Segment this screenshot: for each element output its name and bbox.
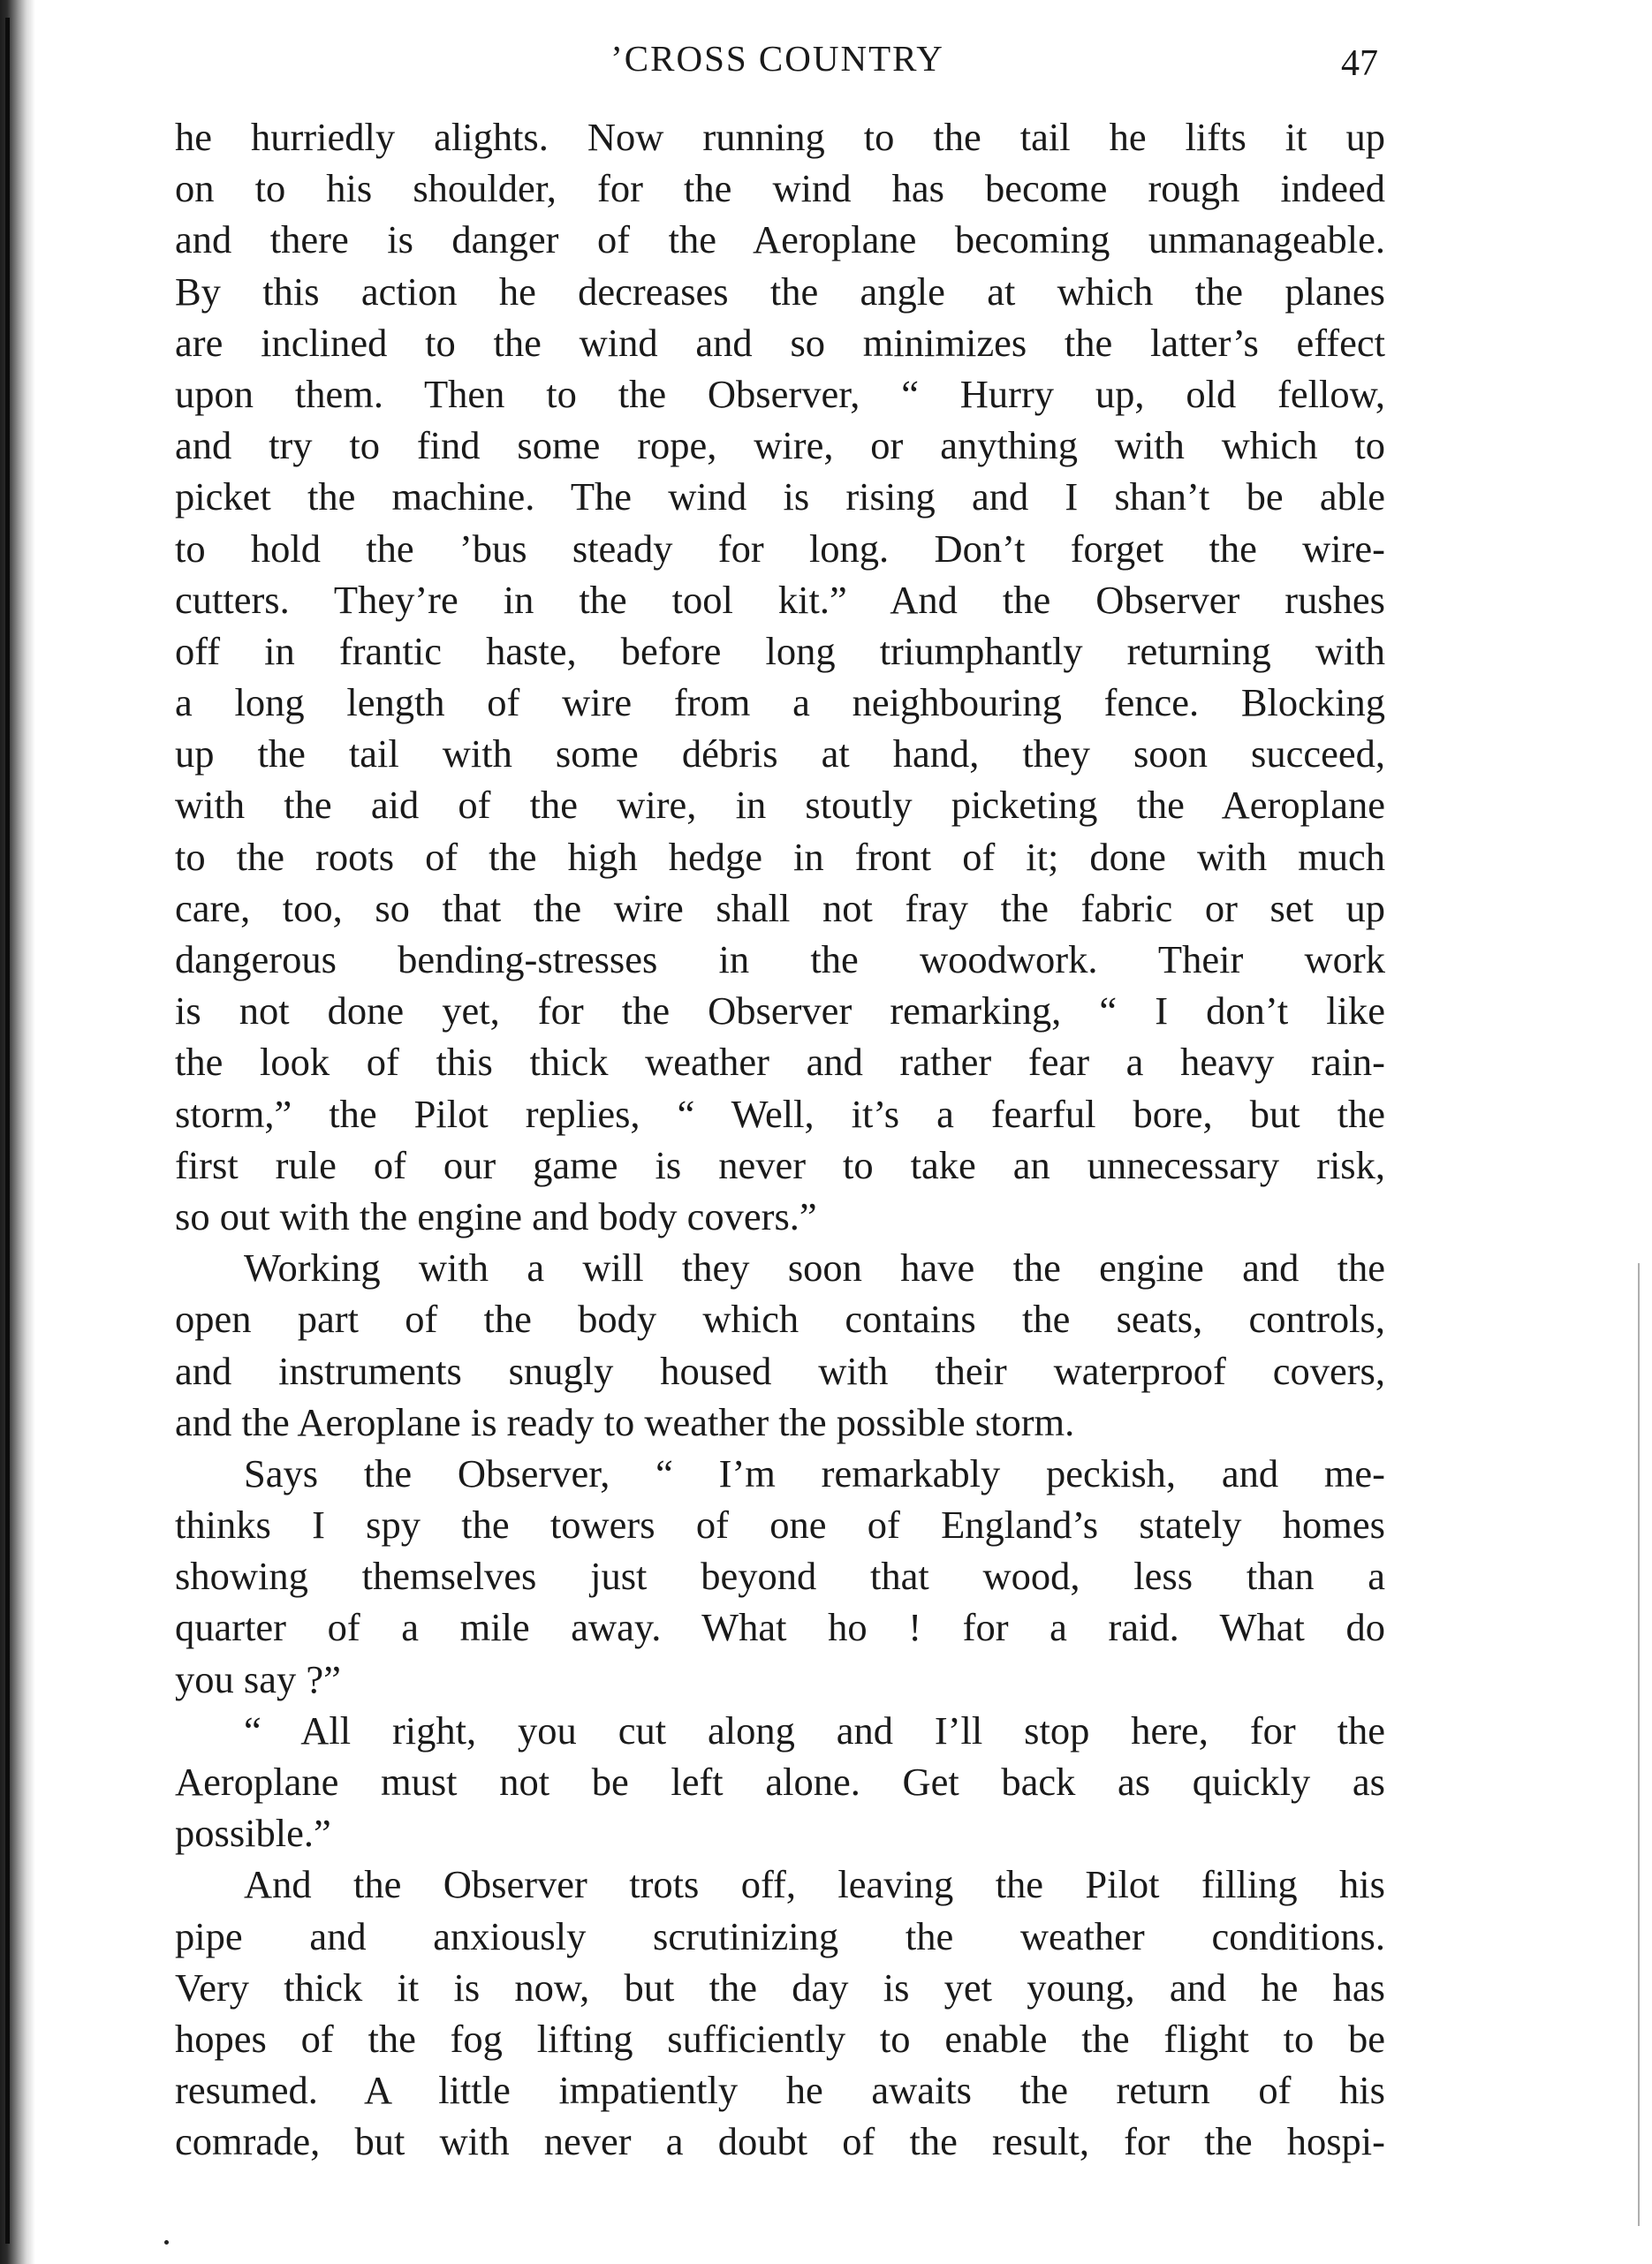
text-line: picket the machine. The wind is rising and I shan’t be able: [175, 474, 1385, 519]
scan-binding-edge: [5, 18, 10, 2244]
text-line: and instruments snugly housed with their waterproof covers,: [175, 1348, 1385, 1393]
text-line: and try to find some rope, wire, or anything with which to: [175, 423, 1385, 468]
text-line: pipe and anxiously scrutinizing the weather conditions.: [175, 1913, 1385, 1958]
text-line: to the roots of the high hedge in front of it; done with much: [175, 834, 1385, 879]
running-head: ’CROSS COUNTRY: [610, 38, 944, 79]
text-line: you say ?”: [175, 1656, 341, 1701]
body-text: [175, 111, 1385, 2168]
text-line: quarter of a mile away. What ho ! for a raid. What do: [175, 1605, 1385, 1650]
text-line: care, too, so that the wire shall not fray the fabric or set up: [175, 885, 1385, 930]
text-line: possible.”: [175, 1811, 331, 1856]
text-line: comrade, but with never a doubt of the result, for the hospi-: [175, 2119, 1385, 2164]
text-line: up the tail with some débris at hand, they soon succeed,: [175, 731, 1385, 776]
text-line: thinks I spy the towers of one of England’s stately homes: [175, 1503, 1385, 1548]
text-line: upon them. Then to the Observer, “ Hurry up, old fellow,: [175, 371, 1385, 416]
text-line: a long length of wire from a neighbouring fence. Blocking: [175, 680, 1385, 725]
text-line: “ All right, you cut along and I’ll stop here, for the: [244, 1707, 1385, 1753]
text-line: cutters. They’re in the tool kit.” And the Observer rushes: [175, 577, 1385, 622]
text-line: Working with a will they soon have the engine and the: [244, 1246, 1385, 1291]
text-line: and there is danger of the Aeroplane becoming unmanageable.: [175, 217, 1385, 262]
text-line: Very thick it is now, but the day is yet young, and he has: [175, 1965, 1385, 2010]
text-line: first rule of our game is never to take an unnecessary risk,: [175, 1142, 1385, 1187]
text-line: resumed. A little impatiently he awaits the return of his: [175, 2068, 1385, 2113]
text-line: and the Aeroplane is ready to weather the possible storm.: [175, 1399, 1075, 1444]
text-line: the look of this thick weather and rather fear a heavy rain-: [175, 1040, 1385, 1085]
text-line: Aeroplane must not be left alone. Get back as quickly as: [175, 1760, 1385, 1804]
text-line: so out with the engine and body covers.”: [175, 1193, 817, 1238]
text-line: on to his shoulder, for the wind has become rough indeed: [175, 166, 1385, 211]
text-line: And the Observer trots off, leaving the Pilot filling his: [244, 1862, 1385, 1907]
text-line: off in frantic haste, before long triumphantly returning with: [175, 628, 1385, 673]
text-line: he hurriedly alights. Now running to the tail he lifts it up: [175, 115, 1385, 159]
text-line: to hold the ’bus steady for long. Don’t forget the wire-: [175, 526, 1385, 571]
text-line: showing themselves just beyond that wood, less than a: [175, 1554, 1385, 1599]
scan-speck: [164, 2240, 169, 2245]
page-header: [177, 37, 1378, 90]
text-line: with the aid of the wire, in stoutly picketing the Aeroplane: [175, 783, 1385, 828]
scan-right-edge-mark: [1638, 1263, 1640, 2226]
text-line: By this action he decreases the angle at which the planes: [175, 269, 1385, 314]
text-line: Says the Observer, “ I’m remarkably peckish, and me-: [244, 1450, 1385, 1495]
text-line: storm,” the Pilot replies, “ Well, it’s a fearful bore, but the: [175, 1091, 1385, 1136]
text-line: open part of the body which contains the seats, controls,: [175, 1297, 1385, 1342]
page-number: 47: [1341, 43, 1378, 84]
text-line: hopes of the fog lifting sufficiently to enable the flight to be: [175, 2016, 1385, 2061]
text-line: is not done yet, for the Observer remarking, “ I don’t like: [175, 988, 1385, 1034]
text-line: dangerous bending-stresses in the woodwork. Their work: [175, 937, 1385, 981]
text-line: are inclined to the wind and so minimizes the latter’s effect: [175, 320, 1385, 365]
